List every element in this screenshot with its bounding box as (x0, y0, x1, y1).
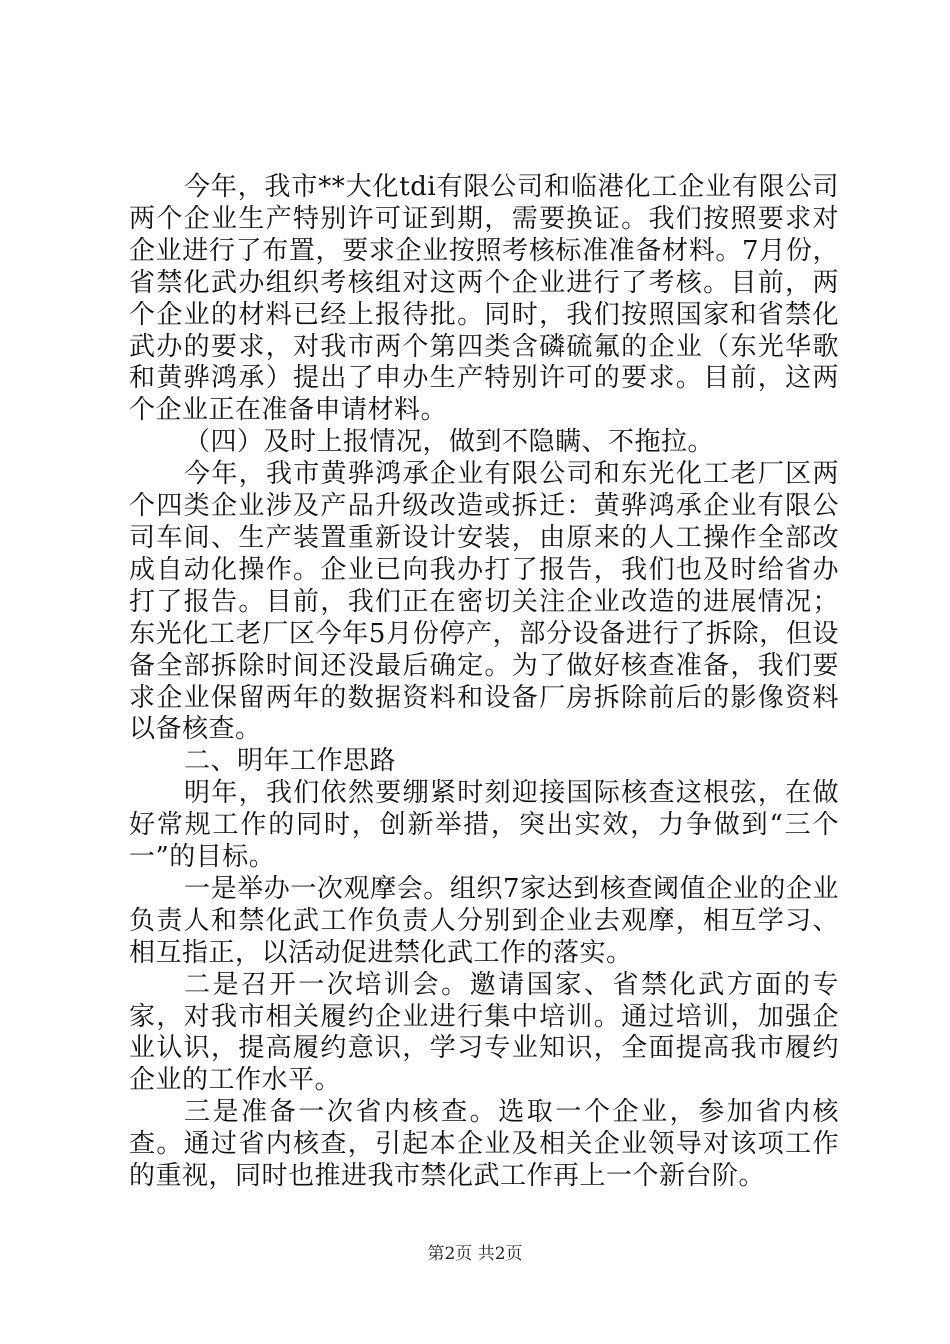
page-number-footer: 第2页 共2页 (427, 1244, 523, 1264)
paragraph-observation-meeting: 一是举办一次观摩会。组织7家达到核查阈值企业的企业负责人和禁化武工作负责人分别到企业去观摩，相互学习、相互指正，以活动促进禁化武工作的落实。 (129, 873, 839, 968)
paragraph-upgrade-relocation: 今年，我市黄骅鸿承企业有限公司和东光化工老厂区两个四类企业涉及产品升级改造或拆迁：黄骅鸿承企业有限公司车间、生产装置重新设计安装，由原来的人工操作全部改成自动化操作。企业已向我办打了报告，我们也及时给省办打了报告。目前，我们正在密切关注企业改造的进展情况；东光化工老厂区今年5月份停产，部分设备进行了拆除，但设备全部拆除时间还没最后确定。为了做好核查准备，我们要求企业保留两年的数据资料和设备厂房拆除前后的影像资料以备核查。 (129, 459, 839, 745)
paragraph-license-renewal: 今年，我市**大化tdi有限公司和临港化工企业有限公司两个企业生产特别许可证到期，需要换证。我们按照要求对企业进行了布置，要求企业按照考核标准准备材料。7月份，省禁化武办组织考核组对这两个企业进行了考核。目前，两个企业的材料已经上报待批。同时，我们按照国家和省禁化武办的要求，对我市两个第四类含磷硫氟的企业（东光华歌和黄骅鸿承）提出了申办生产特别许可的要求。目前，这两个企业正在准备申请材料。 (129, 172, 839, 426)
paragraph-provincial-inspection: 三是准备一次省内核查。选取一个企业，参加省内核查。通过省内核查，引起本企业及相关企业领导对该项工作的重视，同时也推进我市禁化武工作再上一个新台阶。 (129, 1097, 839, 1192)
section-heading-next-year: 二、明年工作思路 (184, 746, 397, 777)
paragraph-training-meeting: 二是召开一次培训会。邀请国家、省禁化武方面的专家，对我市相关履约企业进行集中培训。通过培训，加强企业认识，提高履约意识，学习专业知识，全面提高我市履约企业的工作水平。 (129, 969, 839, 1096)
document-body (129, 172, 839, 1193)
subheading-timely-reporting: （四）及时上报情况，做到不隐瞒、不拖拉。 (184, 427, 715, 458)
paragraph-next-year-goal: 明年，我们依然要绷紧时刻迎接国际核查这根弦，在做好常规工作的同时，创新举措，突出实效，力争做到“三个一”的目标。 (129, 778, 839, 873)
